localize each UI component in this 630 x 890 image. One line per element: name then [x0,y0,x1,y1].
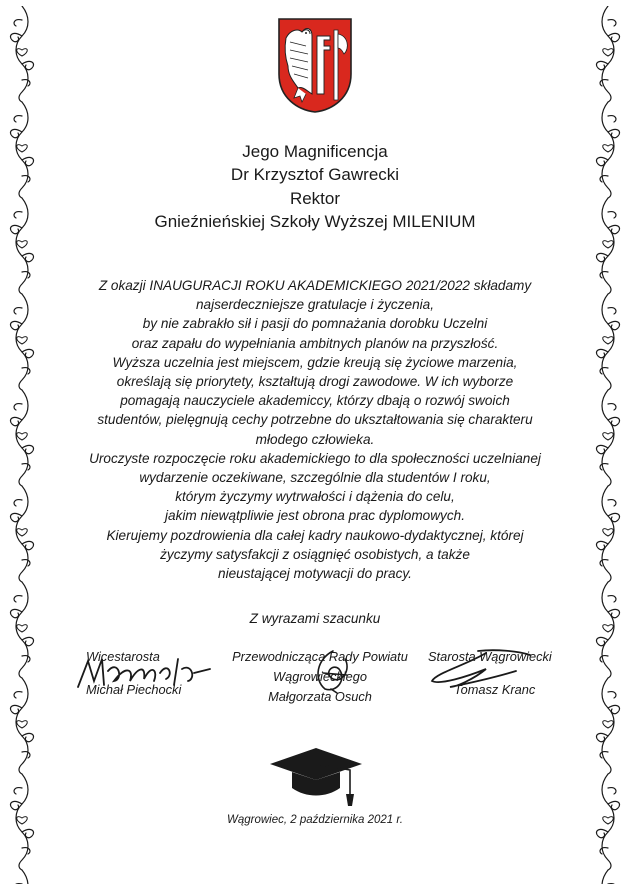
body-line: młodego człowieka. [255,431,375,447]
ornamental-border-left [4,6,40,884]
addressee-block [60,140,570,234]
addressee-line-3: Rektor [289,188,341,208]
signature-block-council-chair [225,647,415,707]
body-line: określają się priorytety, kształtują drogi zawodowe. W ich wyborze [116,374,514,390]
body-line: studentów, pielęgnują cechy potrzebne do ukształtowania się charakteru [97,412,533,428]
graduation-cap-icon [266,744,366,808]
body-line: Wyższa uczelnia jest miejscem, gdzie kreują się życiowe marzenia, [112,354,518,370]
body-line: wydarzenie oczekiwane, szczególnie dla studentów I roku, [139,470,491,486]
signatory-name: Małgorzata Osuch [268,689,372,704]
signatory-name: Tomasz Kranc [454,682,536,697]
body-line: pomagają nauczyciele akademiccy, którzy dbają o rozwój swoich [120,393,510,409]
coat-of-arms-icon [276,16,354,114]
body-line: oraz zapału do wypełniania ambitnych planów na przyszłość. [131,335,499,351]
addressee-line-2: Dr Krzysztof Gawrecki [230,165,400,185]
body-line: jakim niewątpliwie jest obrona prac dyplomowych. [165,508,465,524]
signatory-title: Przewodnicząca Rady Powiatu [232,649,408,664]
ornamental-border-right-graphic [590,6,626,884]
signature-block-starost [428,647,578,700]
ornamental-border-left-graphic [4,6,40,884]
body-line: życzymy satysfakcji z osiągnięć osobistych, a także [160,546,470,562]
signature-block-vice-starost [86,647,236,700]
body-line: Uroczyste rozpoczęcie roku akademickiego to dla społeczności uczelnianej [89,450,541,466]
addressee-line-1: Jego Magnificencja [242,142,388,161]
date-line: Wągrowiec, 2 października 2021 r. [227,814,403,826]
closing-line: Z wyrazami szacunku [249,611,381,626]
signatory-title-2: Wągrowieckiego [273,669,367,684]
addressee-line-4: Gnieźnieńskiej Szkoły Wyższej MILENIUM [154,212,476,232]
ornamental-border-right [590,6,626,884]
body-line: nieustającej motywacji do pracy. [218,566,412,582]
congratulation-text [60,276,570,583]
body-line: najserdeczniejsze gratulacje i życzenia, [195,297,434,313]
signatory-name: Michał Piechocki [86,682,182,697]
body-line: Z okazji INAUGURACJI ROKU AKADEMICKIEGO 2021/2022 składamy [98,278,532,293]
body-line: by nie zabrakło sił i pasji do pomnażania dorobku Uczelni [142,316,488,332]
signatory-title: Wicestarosta [86,649,160,664]
signatory-title: Starosta Wągrowiecki [428,649,552,664]
body-line: którym życzymy wytrwałości i dążenia do celu, [175,489,455,505]
body-line: Kierujemy pozdrowienia dla całej kadry naukowo-dydaktycznej, której [106,527,524,543]
